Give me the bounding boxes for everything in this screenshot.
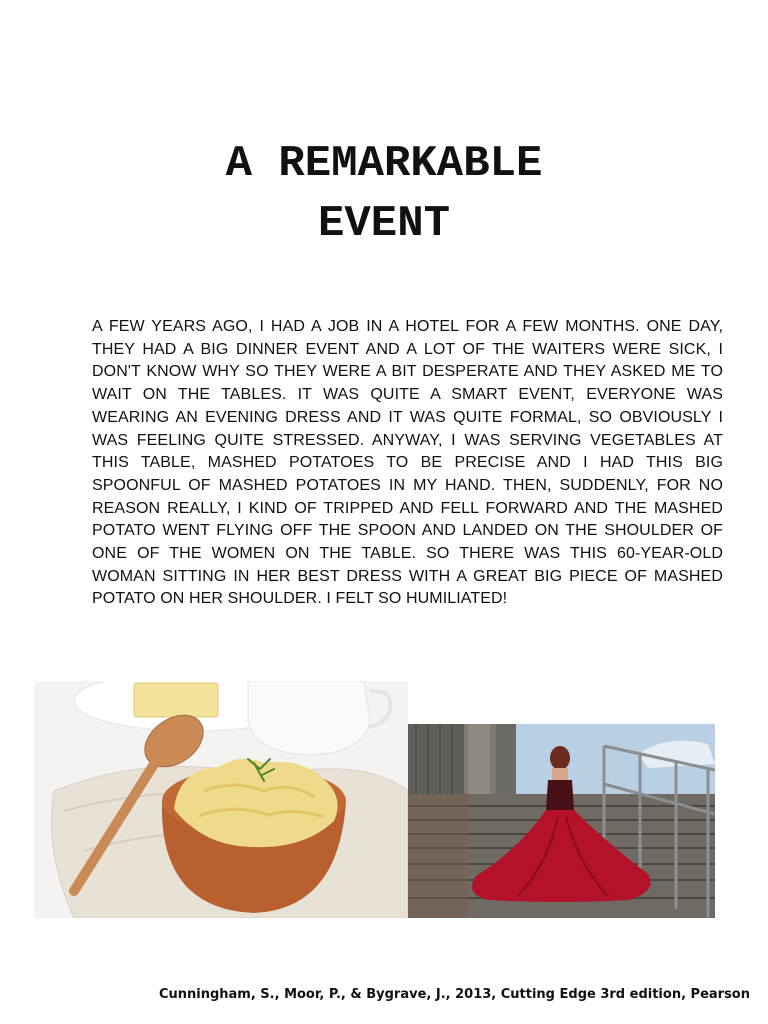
mashed-potato-image: [34, 681, 408, 918]
title-line-2: EVENT: [317, 199, 451, 249]
page-title: [0, 134, 768, 254]
story-paragraph: A FEW YEARS AGO, I HAD A JOB IN A HOTEL FOR A FEW MONTHS. ONE DAY, THEY HAD A BIG DINNER EVENT AND A LOT OF THE WAITERS WERE SICK, I DON'T KNOW WHY SO THEY WERE A BIT DESPERATE AND THEY ASKED ME TO WAIT ON THE TABLES. IT WAS QUITE A SMART EVENT, EVERYONE WAS WEARING AN EVENING DRESS AND IT WAS QUITE FORMAL, SO OBVIOUSLY I WAS FEELING QUITE STRESSED. ANYWAY, I WAS SERVING VEGETABLES AT THIS TABLE, MASHED POTATOES TO BE PRECISE AND I HAD THIS BIG SPOONFUL OF MASHED POTATOES IN MY HAND. THEN, SUDDENLY, FOR NO REASON REALLY, I KIND OF TRIPPED AND FELL FORWARD AND THE MASHED POTATO WENT FLYING OFF THE SPOON AND LANDED ON THE SHOULDER OF ONE OF THE WOMEN ON THE TABLE. SO THERE WAS THIS 60-YEAR-OLD WOMAN SITTING IN HER BEST DRESS WITH A GREAT BIG PIECE OF MASHED POTATO ON HER SHOULDER. I FELT SO HUMILIATED!: [92, 318, 723, 608]
woman-dress-image: [408, 724, 715, 918]
title-line-1: A REMARKABLE: [225, 139, 543, 189]
source-citation: Cunningham, S., Moor, P., & Bygrave, J., 2013, Cutting Edge 3rd edition, Pearson: [158, 987, 750, 1002]
woman-red-dress-photo: [408, 724, 715, 918]
mashed-potato-photo: [34, 681, 408, 918]
